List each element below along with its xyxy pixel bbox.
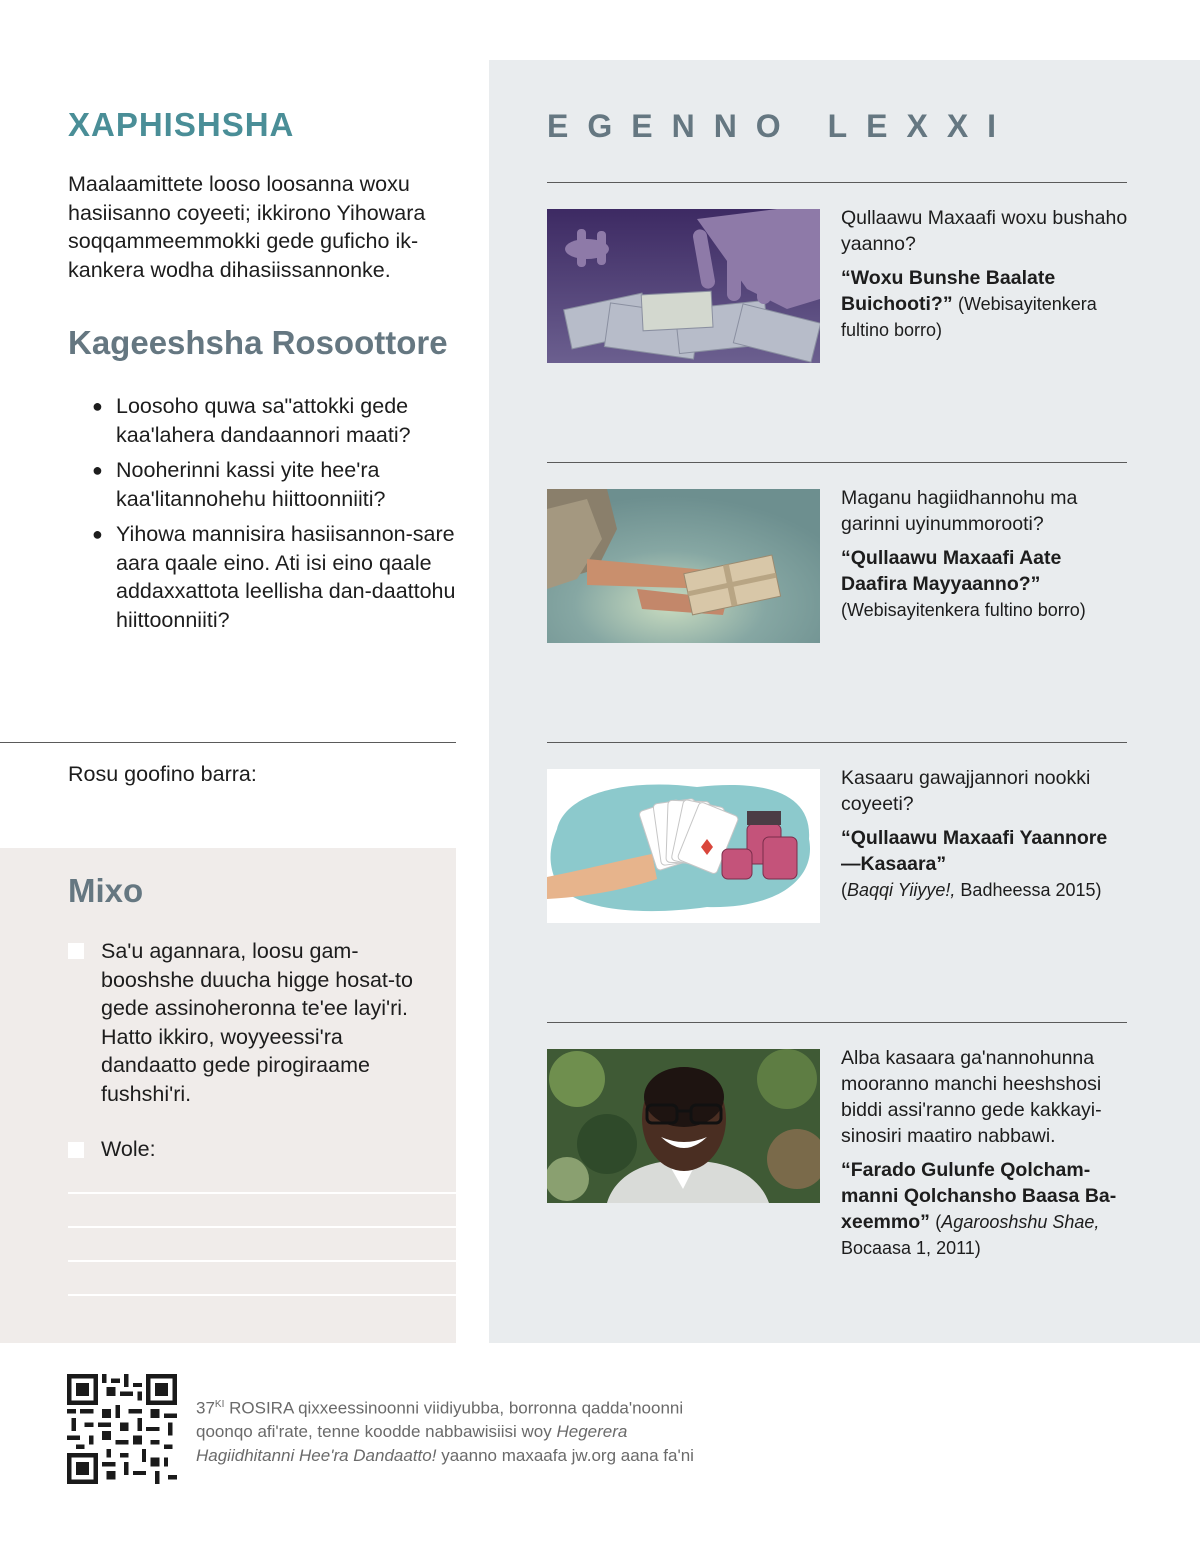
money-hands-image[interactable] bbox=[547, 209, 820, 363]
qr-code-icon[interactable] bbox=[67, 1374, 177, 1484]
entry-question: Maganu hagiidhannohu ma garinni uyinummorooti? bbox=[841, 487, 1078, 535]
write-line[interactable] bbox=[68, 1294, 456, 1296]
entry-source: (Baqqi Yiiyye!, Badheessa 2015) bbox=[841, 880, 1102, 900]
gift-package-image[interactable] bbox=[547, 489, 820, 643]
try-text: Sa'u agannara, loosu gam-booshshe duucha higge hosat-to gede assinoheronna te'ee layi'ri. Hatto ikkiro, woyyeessi'ra dandaatto gede pirogiraame fushshi'ri. bbox=[101, 939, 413, 1106]
divider bbox=[547, 462, 1127, 463]
notes-label: Rosu goofino barra: bbox=[68, 762, 257, 786]
review-item-text: Nooherinni kassi yite hee'ra kaa'litannohehu hiittoonniiti? bbox=[116, 458, 386, 511]
review-item bbox=[92, 456, 462, 513]
resource-entry bbox=[841, 765, 1131, 903]
write-line[interactable] bbox=[68, 1226, 456, 1228]
try-heading: Mixo bbox=[68, 872, 144, 909]
goal-label: Wole: bbox=[101, 1137, 156, 1161]
entry-title[interactable]: “Farado Gulunfe Qolcham-manni Qolchansho Baasa Ba-xeemmo” (Agarooshshu Shae, Bocaasa 1, 2011) bbox=[841, 1159, 1117, 1258]
cards-chips-image[interactable] bbox=[547, 769, 820, 923]
divider bbox=[547, 1022, 1127, 1023]
review-item bbox=[92, 520, 462, 634]
entry-question: Qullaawu Maxaafi woxu bushaho yaanno? bbox=[841, 207, 1128, 255]
entry-question: Alba kasaara ga'nannohunna mooranno manchi heeshshosi biddi assi'ranno gede kakkayi-sinosiri maatiro nabbawi. bbox=[841, 1047, 1102, 1147]
review-heading: Kageeshsha Rosoottore bbox=[68, 324, 448, 361]
resource-entry bbox=[841, 1045, 1131, 1261]
divider bbox=[0, 742, 456, 743]
bullet-icon: ● bbox=[92, 460, 103, 480]
write-line[interactable] bbox=[68, 1260, 456, 1262]
entry-source: (Agarooshshu Shae, Bocaasa 1, 2011) bbox=[841, 1212, 1100, 1258]
summary-heading: XAPHISHSHA bbox=[68, 106, 295, 143]
review-list bbox=[92, 392, 462, 641]
entry-title[interactable]: “Woxu Bunshe Baalate Buichooti?” (Webisayitenkera fultino borro) bbox=[841, 267, 1097, 340]
review-item bbox=[92, 392, 462, 449]
entry-question: Kasaaru gawajjannori nookki coyeeti? bbox=[841, 767, 1091, 815]
entry-title[interactable]: “Qullaawu Maxaafi Aate Daafira Mayyaanno?” bbox=[841, 547, 1062, 595]
review-item-text: Loosoho quwa sa"attokki gede kaa'lahera dandaannori maati? bbox=[116, 394, 411, 447]
summary-text: Maalaamittete looso loosanna woxu hasiisanno coyeeti; ikkirono Yihowara soqqammeemmokki gede guficho ik-kankera wodha dihasiissannonke. bbox=[68, 172, 426, 282]
bullet-icon: ● bbox=[92, 524, 103, 544]
bullet-icon: ● bbox=[92, 396, 103, 416]
resource-entry bbox=[841, 485, 1131, 623]
review-item-text: Yihowa mannisira hasiisannon-sare aara qaale eino. Ati isi eino qaale addaxxattota leellisha dan-daattohu hiittoonniiti? bbox=[116, 522, 456, 632]
try-checkbox[interactable] bbox=[68, 943, 84, 959]
divider bbox=[547, 182, 1127, 183]
divider bbox=[547, 742, 1127, 743]
goal-checkbox[interactable] bbox=[68, 1142, 84, 1158]
entry-source: (Webisayitenkera fultino borro) bbox=[841, 600, 1086, 620]
smiling-man-image[interactable] bbox=[547, 1049, 820, 1203]
resource-entry bbox=[841, 205, 1131, 343]
explore-heading: EGENNO LEXXI bbox=[547, 108, 1016, 144]
entry-source: (Webisayitenkera fultino borro) bbox=[841, 294, 1097, 340]
footer-text: $37^{KI}$ ROSIRA qixxeessinoonni viidiyubba, borronna qadda'noonni qoonqo afi'rate, tenne koodde nabbawisiisi woy Hegerera Hagiidhitanni Hee'ra Dandaatto! yaanno maxaafa jw.org aana fa'ni bbox=[196, 1398, 694, 1465]
entry-title[interactable]: “Qullaawu Maxaafi Yaannore —Kasaara” bbox=[841, 827, 1108, 875]
write-line[interactable] bbox=[68, 1192, 456, 1194]
